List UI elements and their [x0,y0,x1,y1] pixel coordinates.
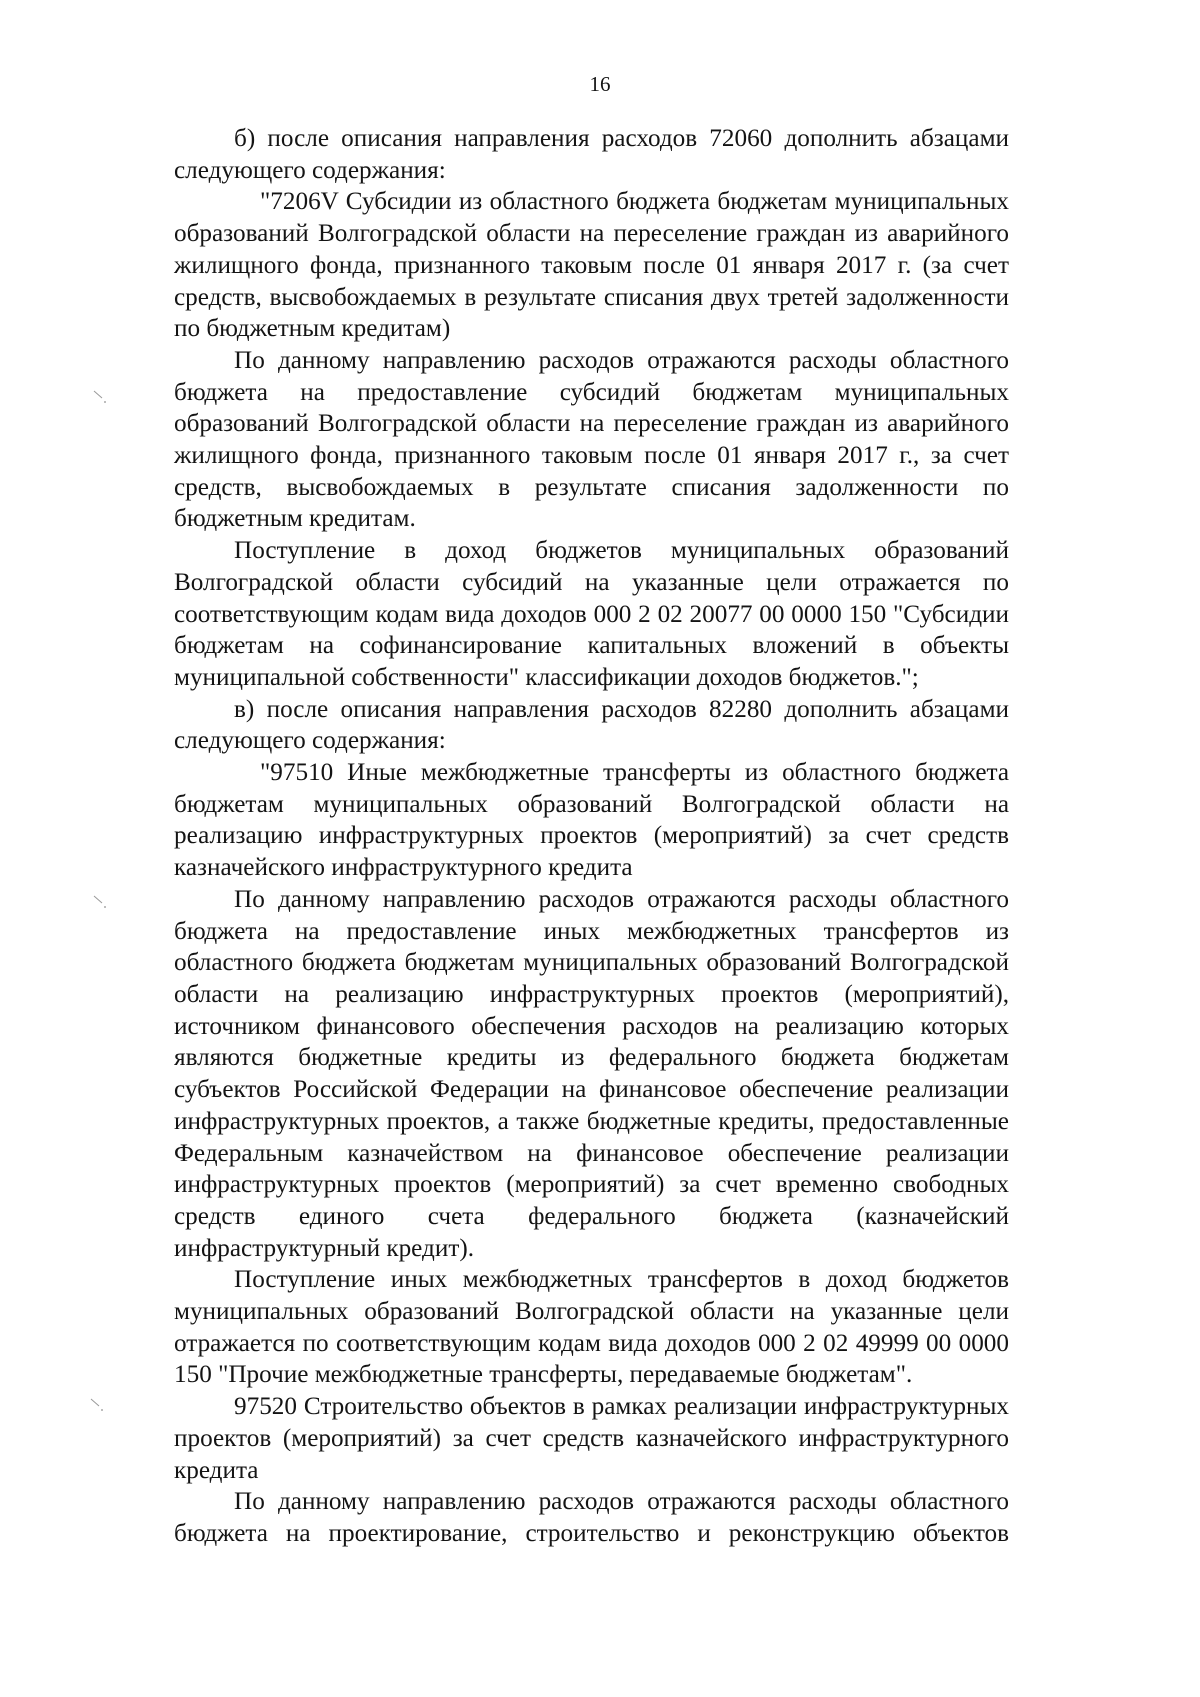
paragraph-description-97520: По данному направлению расходов отражаются расходы областного бюджета на проектирование, строительство и реконструкцию объектов [174,1488,1009,1547]
scan-mark-icon [93,895,107,909]
document-body [174,123,1009,1550]
paragraph-code-7206v: "7206V Субсидии из областного бюджета бюджетам муниципальных образований Волгоградской области на переселение граждан из аварийного жилищного фонда, признанного таковым после 01 января 2017 г. (за счет средств, высвобождаемых в результате списания двух третей задолженности по бюджетным кредитам) [174,188,1009,343]
paragraph-code-97520: 97520 Строительство объектов в рамках реализации инфраструктурных проектов (мероприятий) за счет средств казначейского инфраструктурного кредита [174,1393,1009,1484]
paragraph-amendment-b: б) после описания направления расходов 72060 дополнить абзацами следующего содержания: [174,125,1009,184]
paragraph-amendment-v: в) после описания направления расходов 82280 дополнить абзацами следующего содержания: [174,695,1009,755]
scan-mark-icon [90,1398,104,1412]
page-number: 16 [589,72,611,96]
paragraph-revenue-7206v: Поступление в доход бюджетов муниципальных образований Волгоградской области субсидий на указанные цели отражается по соответствующим кодам вида доходов 000 2 02 20077 00 0000 150 "Субсидии бюджетам на софинансирование капитальных вложений в объекты муниципальной собственности" классификации доходов бюджетов."; [174,537,1009,691]
paragraph-revenue-97510: Поступление иных межбюджетных трансфертов в доход бюджетов муниципальных образований Волгоградской области на указанные цели отражается по соответствующим кодам вида доходов 000 2 02 49999 00 0000 150 "Прочие межбюджетные трансферты, передаваемые бюджетам". [174,1266,1009,1389]
paragraph-description-97510: По данному направлению расходов отражаются расходы областного бюджета на предоставление иных межбюджетных трансфертов из областного бюджета бюджетам муниципальных образований Волгоградской области на реализацию инфраструктурных проектов (мероприятий), источником финансового обеспечения расходов на реализацию которых являются бюджетные кредиты из федерального бюджета бюджетам субъектов Российской Федерации на финансовое обеспечение реализации инфраструктурных проектов, а также бюджетные кредиты, предоставленные Федеральным казначейством на финансовое обеспечение реализации инфраструктурных проектов (мероприятий) за счет временно свободных средств единого счета федерального бюджета (казначейский инфраструктурный кредит). [174,885,1009,1262]
paragraph-code-97510: "97510 Иные межбюджетные трансферты из областного бюджета бюджетам муниципальных образований Волгоградской области на реализацию инфраструктурных проектов (мероприятий) за счет средств казначейского инфраструктурного кредита [174,759,1009,882]
scan-mark-icon [93,390,107,404]
paragraph-description-7206v: По данному направлению расходов отражаются расходы областного бюджета на предоставление субсидий бюджетам муниципальных образований Волгоградской области на переселение граждан из аварийного жилищного фонда, признанного таковым после 01 января 2017 г., за счет средств, высвобождаемых в результате списания задолженности по бюджетным кредитам. [174,346,1009,533]
